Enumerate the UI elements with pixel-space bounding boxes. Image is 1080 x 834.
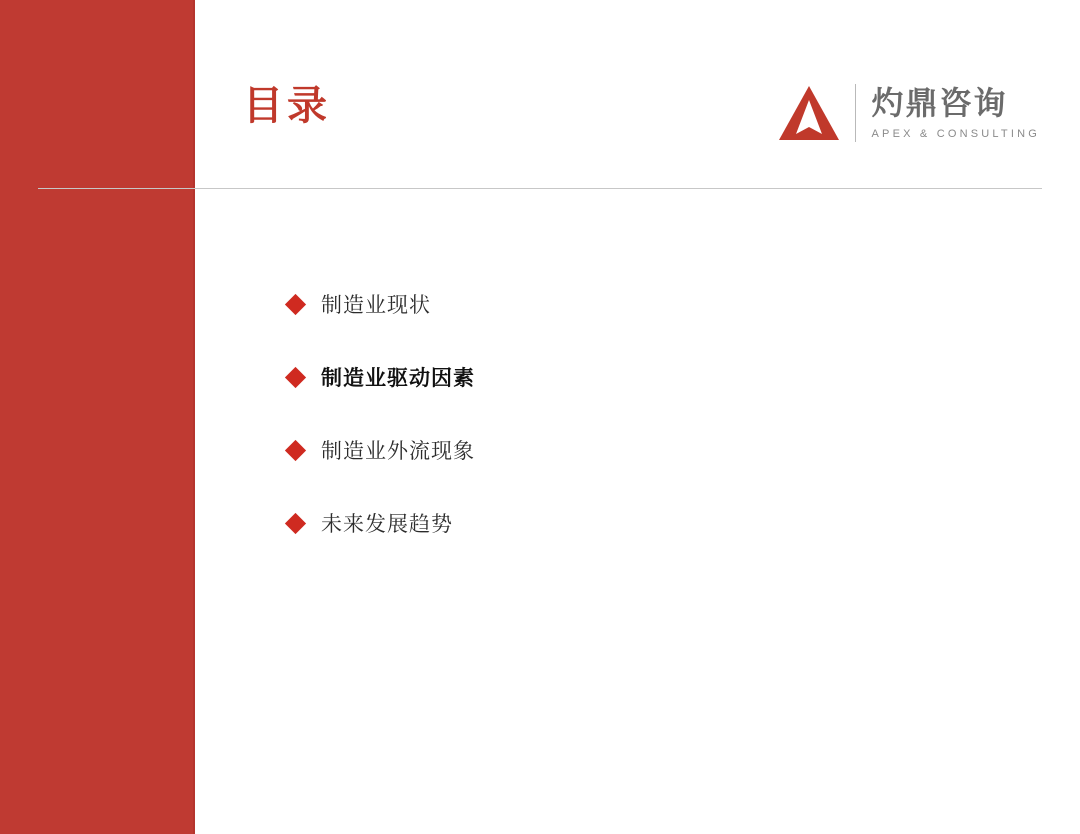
- logo-text: [872, 86, 1041, 139]
- toc-item-3[interactable]: [288, 434, 888, 466]
- left-color-band: [0, 0, 193, 834]
- toc-item-label: 制造业驱动因素: [321, 366, 475, 390]
- toc-item-label: 制造业现状: [321, 293, 431, 317]
- brand-logo: [777, 78, 1041, 148]
- diamond-bullet-icon: [285, 366, 306, 387]
- left-band-edge-line: [193, 0, 195, 834]
- logo-name-cn: 灼鼎咨询: [871, 84, 1008, 123]
- triangle-logo-icon: [777, 84, 841, 142]
- toc-item-label: 未来发展趋势: [321, 512, 453, 536]
- diamond-bullet-icon: [285, 439, 306, 460]
- toc-item-2[interactable]: [288, 361, 888, 393]
- toc-item-1[interactable]: [288, 288, 888, 320]
- toc-item-label: 制造业外流现象: [321, 439, 475, 463]
- page-title: 目录: [243, 84, 331, 128]
- toc-item-4[interactable]: [288, 507, 888, 539]
- diamond-bullet-icon: [285, 293, 306, 314]
- header-divider: [38, 188, 1042, 189]
- table-of-contents: [288, 288, 888, 539]
- logo-divider: [855, 84, 856, 142]
- logo-name-en: APEX & CONSULTING: [871, 127, 1040, 140]
- diamond-bullet-icon: [285, 512, 306, 533]
